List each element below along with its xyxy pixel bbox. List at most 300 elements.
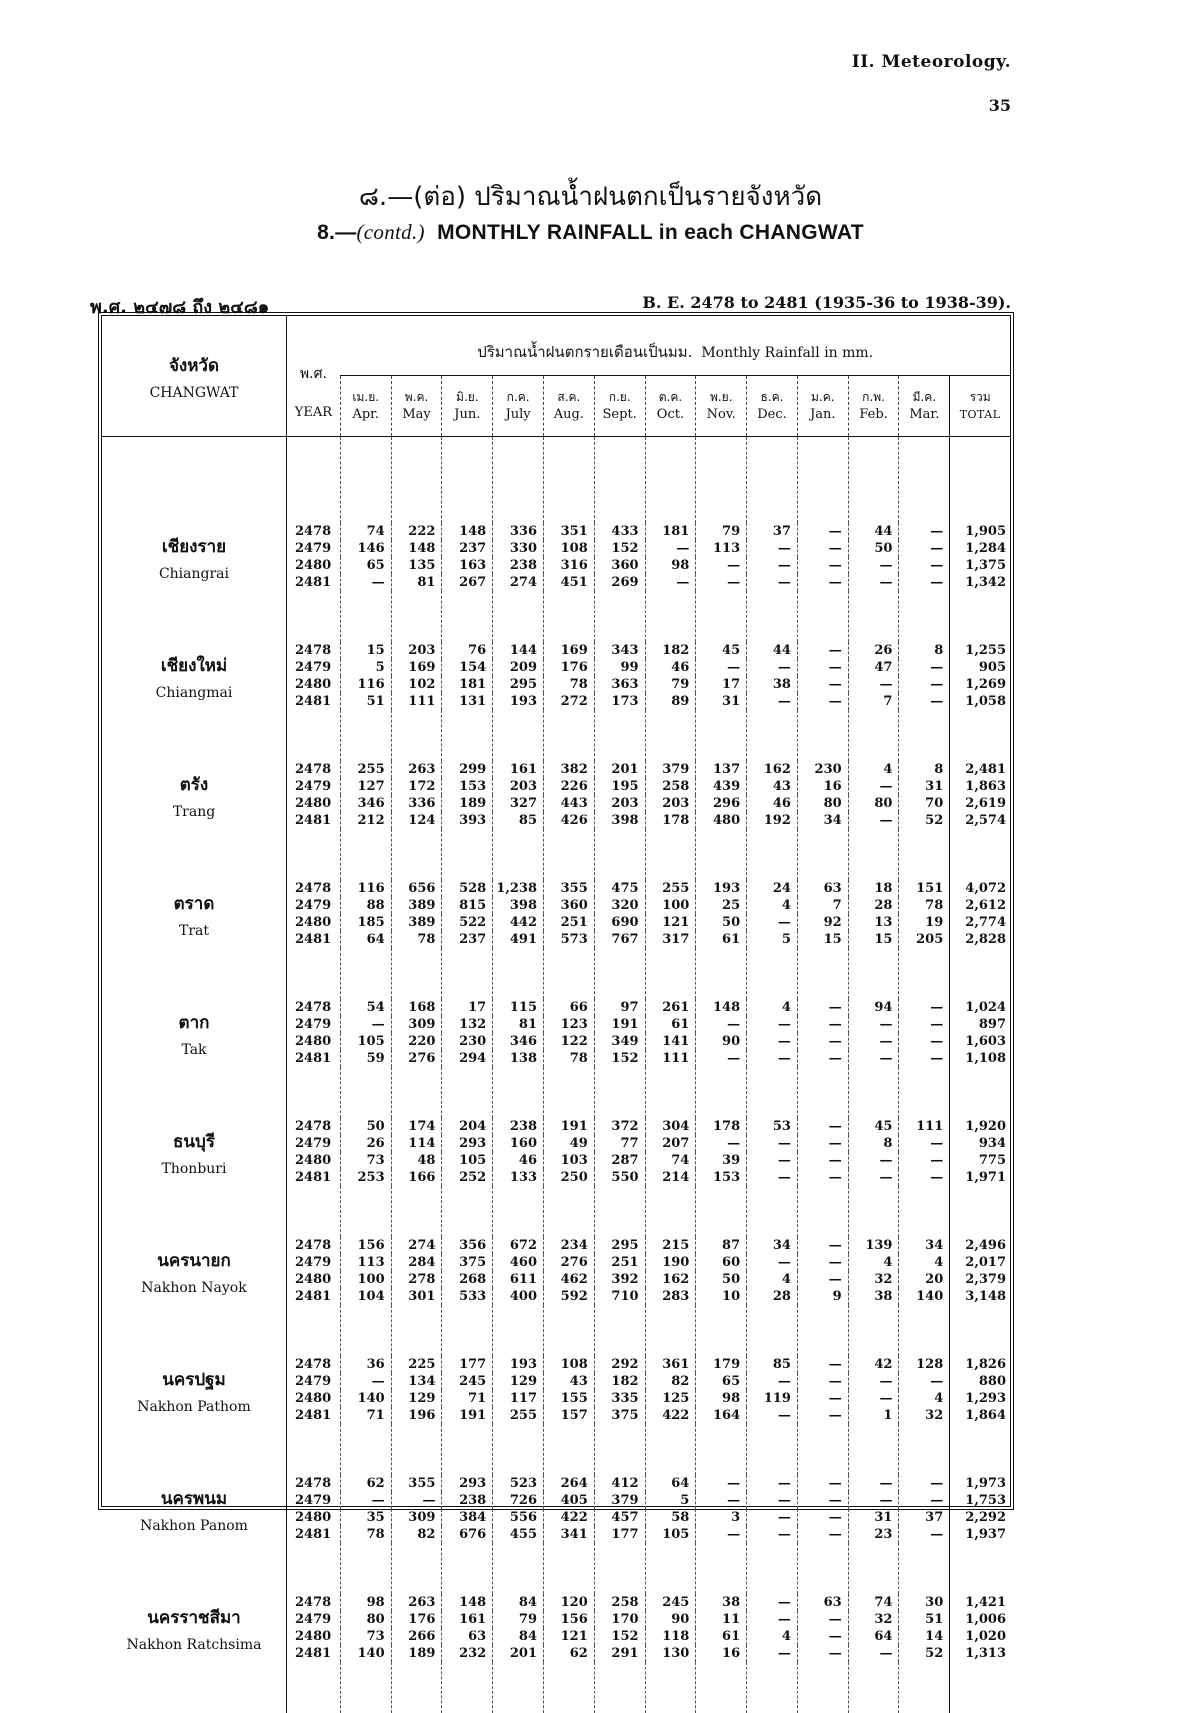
spacer-cell [493,948,544,999]
rainfall-value: 121 [544,1628,595,1645]
spacer-cell [696,1543,747,1594]
rainfall-value: 16 [797,778,848,795]
rainfall-value: 230 [797,761,848,778]
header-month-thai: ธ.ค. [760,389,784,404]
spacer-cell [442,1305,493,1356]
header-month-english: July [505,406,531,422]
rainfall-value: 20 [899,1271,950,1288]
rainfall-value: 37 [899,1509,950,1526]
rainfall-value: 62 [544,1645,595,1662]
spacer-cell [797,1186,848,1237]
spacer-cell [493,1662,544,1713]
spacer-row [102,591,1010,642]
spacer-cell [747,829,798,880]
year-cell: 2479 [286,1373,340,1390]
rainfall-value: 168 [391,999,442,1016]
rainfall-value: 379 [594,1492,645,1509]
total-value: 2,017 [950,1254,1010,1271]
rainfall-value: 676 [442,1526,493,1543]
total-value: 4,072 [950,880,1010,897]
changwat-name-english: Trat [178,922,209,939]
rainfall-value: 8 [848,1135,899,1152]
rainfall-value: 556 [493,1509,544,1526]
table-row [102,999,1010,1016]
rainfall-value: 276 [544,1254,595,1271]
rainfall-value: — [797,1135,848,1152]
spacer-cell [747,591,798,642]
rainfall-value: — [797,1118,848,1135]
year-range-english: B. E. 2478 to 2481 (1935-36 to 1938-39). [642,293,1011,312]
header-month-mar [899,375,950,436]
rainfall-value: 351 [544,523,595,540]
year-cell: 2480 [286,676,340,693]
rainfall-value: 1,238 [493,880,544,897]
rainfall-value: 98 [340,1594,391,1611]
changwat-name-english: Nakhon Pathom [137,1398,251,1415]
spacer-cell [899,1186,950,1237]
rainfall-value: 133 [493,1169,544,1186]
rainfall-value: 267 [442,574,493,591]
rainfall-value: 203 [493,778,544,795]
spacer-cell [747,1424,798,1475]
spacer-cell [286,1186,340,1237]
total-value: 880 [950,1373,1010,1390]
rainfall-value: 169 [544,642,595,659]
rainfall-value: — [696,1050,747,1067]
rainfall-value: — [747,1016,798,1033]
spacer-cell [391,829,442,880]
rainfall-value: 460 [493,1254,544,1271]
year-cell: 2478 [286,999,340,1016]
table-row [102,523,1010,540]
spacer-cell [950,1543,1010,1594]
rainfall-value: — [848,1492,899,1509]
rainfall-value: 295 [594,1237,645,1254]
year-cell: 2480 [286,1628,340,1645]
spacer-cell [340,1067,391,1118]
total-value: 1,603 [950,1033,1010,1050]
rainfall-value: 214 [645,1169,696,1186]
rainfall-value: 276 [391,1050,442,1067]
changwat-cell [102,761,286,829]
spacer-cell [696,591,747,642]
rainfall-value: 7 [797,897,848,914]
total-value: 1,342 [950,574,1010,591]
spacer-cell [848,591,899,642]
rainfall-value: 178 [696,1118,747,1135]
spacer-cell [645,591,696,642]
rainfall-value: 152 [594,1628,645,1645]
rainfall-value: 134 [391,1373,442,1390]
rainfall-value: 251 [544,914,595,931]
rainfall-value: 451 [544,574,595,591]
rainfall-value: 250 [544,1169,595,1186]
rainfall-value: 100 [645,897,696,914]
rainfall-value: — [797,1475,848,1492]
rainfall-value: 335 [594,1390,645,1407]
rainfall-value: 92 [797,914,848,931]
rainfall-value: 120 [544,1594,595,1611]
total-value: 2,481 [950,761,1010,778]
rainfall-value: 117 [493,1390,544,1407]
rainfall-value: 74 [848,1594,899,1611]
spacer-cell [797,1543,848,1594]
total-value: 2,612 [950,897,1010,914]
rainfall-value: 209 [493,659,544,676]
spacer-cell [594,1424,645,1475]
rainfall-value: 201 [594,761,645,778]
total-value: 2,774 [950,914,1010,931]
spacer-cell [340,1662,391,1713]
total-value: 1,293 [950,1390,1010,1407]
rainfall-value: — [848,574,899,591]
rainfall-value: — [797,1526,848,1543]
rainfall-value: 73 [340,1628,391,1645]
rainfall-value: — [797,1628,848,1645]
spacer-cell [493,1186,544,1237]
rainfall-value: 162 [747,761,798,778]
rainfall-value: 114 [391,1135,442,1152]
rainfall-value: 455 [493,1526,544,1543]
year-cell: 2480 [286,1271,340,1288]
changwat-name-english: Nakhon Ratchsima [126,1636,262,1653]
rainfall-value: 179 [696,1356,747,1373]
rainfall-value: 181 [645,523,696,540]
changwat-name-thai: เชียงราย [161,536,227,557]
spacer-cell [797,829,848,880]
rainfall-value: 97 [594,999,645,1016]
spacer-cell [493,1424,544,1475]
rainfall-value: 153 [696,1169,747,1186]
rainfall-value: 82 [391,1526,442,1543]
rainfall-value: — [747,1645,798,1662]
rainfall-value: — [848,676,899,693]
rainfall-value: 336 [391,795,442,812]
rainfall-value: 611 [493,1271,544,1288]
rainfall-value: — [899,1169,950,1186]
rainfall-value: 189 [442,795,493,812]
spacer-cell [493,1305,544,1356]
rainfall-value: — [797,557,848,574]
year-cell: 2480 [286,1033,340,1050]
spacer-cell [950,1067,1010,1118]
rainfall-value: 137 [696,761,747,778]
spacer-cell [286,948,340,999]
changwat-name-english: Nakhon Nayok [141,1279,247,1296]
rainfall-value: 4 [848,1254,899,1271]
rainfall-value: 128 [899,1356,950,1373]
rainfall-value: 178 [645,812,696,829]
total-value: 1,973 [950,1475,1010,1492]
rainfall-value: — [696,1475,747,1492]
spacer-cell [391,1186,442,1237]
rainfall-value: 5 [645,1492,696,1509]
rainfall-value: 152 [594,540,645,557]
spacer-cell [594,1067,645,1118]
rainfall-value: 78 [899,897,950,914]
rainfall-value: 278 [391,1271,442,1288]
rainfall-value: 105 [340,1033,391,1050]
total-value: 934 [950,1135,1010,1152]
spacer-cell [696,829,747,880]
rainfall-value: 63 [442,1628,493,1645]
rainfall-value: — [747,540,798,557]
rainfall-value: 87 [696,1237,747,1254]
spacer-cell [493,437,544,524]
header-year [286,316,340,437]
header-month-thai: พ.ย. [709,389,733,404]
spacer-cell [493,591,544,642]
spacer-cell [391,1543,442,1594]
header-month-thai: ส.ค. [557,389,581,404]
rainfall-value: 90 [645,1611,696,1628]
rainfall-value: 85 [747,1356,798,1373]
rainfall-value: 182 [594,1373,645,1390]
spacer-cell [544,1186,595,1237]
rainfall-value: 28 [848,897,899,914]
rainfall-value: 113 [340,1254,391,1271]
year-cell: 2479 [286,659,340,676]
rainfall-value: 47 [848,659,899,676]
rainfall-value: 113 [696,540,747,557]
rainfall-value: 442 [493,914,544,931]
rainfall-value: — [797,1373,848,1390]
rainfall-value: 111 [899,1118,950,1135]
rainfall-value: 234 [544,1237,595,1254]
year-cell: 2481 [286,1050,340,1067]
rainfall-value: — [848,812,899,829]
rainfall-value: — [645,574,696,591]
rainfall-value: — [899,1492,950,1509]
rainfall-value: 127 [340,778,391,795]
header-month-jun [442,375,493,436]
rainfall-value: 176 [544,659,595,676]
table-row [102,1118,1010,1135]
spacer-cell [340,437,391,524]
header-month-english: Sept. [602,406,637,422]
rainfall-value: — [899,557,950,574]
rainfall-value: — [747,914,798,931]
rainfall-value: 31 [899,778,950,795]
rainfall-value: 43 [544,1373,595,1390]
changwat-name-thai: นครปฐม [162,1369,226,1390]
rainfall-value: 61 [696,1628,747,1645]
header-month-thai: มี.ค. [912,389,937,404]
spacer-cell [747,1662,798,1713]
spacer-cell [747,948,798,999]
rainfall-value: 71 [442,1390,493,1407]
spacer-cell [442,1424,493,1475]
rainfall-value: 32 [848,1611,899,1628]
rainfall-value: 46 [747,795,798,812]
spacer-cell [442,1186,493,1237]
rainfall-value: 90 [696,1033,747,1050]
rainfall-value: 65 [340,557,391,574]
total-value: 1,313 [950,1645,1010,1662]
rainfall-value: — [747,1475,798,1492]
rainfall-value: 24 [747,880,798,897]
spacer-cell [544,1662,595,1713]
year-cell: 2481 [286,1645,340,1662]
spacer-cell [391,591,442,642]
rainfall-value: 269 [594,574,645,591]
header-month-thai: พ.ค. [404,389,429,404]
header-changwat-english: CHANGWAT [149,384,239,401]
rainfall-value: 122 [544,1033,595,1050]
rainfall-value: — [848,1016,899,1033]
rainfall-value: 726 [493,1492,544,1509]
rainfall-value: 261 [645,999,696,1016]
header-month-dec [747,375,798,436]
rainfall-value: — [848,1390,899,1407]
rainfall-value: 177 [442,1356,493,1373]
rainfall-value: 341 [544,1526,595,1543]
rainfall-value: 237 [442,931,493,948]
header-month-thai: ม.ค. [811,389,835,404]
changwat-cell [102,1356,286,1424]
rainfall-value: 84 [493,1594,544,1611]
spacer-cell [645,948,696,999]
rainfall-value: — [747,1135,798,1152]
year-cell: 2478 [286,523,340,540]
spacer-cell [696,1424,747,1475]
rainfall-value: 4 [747,1628,798,1645]
rainfall-value: 30 [899,1594,950,1611]
rainfall-value: — [797,1356,848,1373]
rainfall-value: 193 [493,693,544,710]
rainfall-value: 8 [899,642,950,659]
rainfall-value: 363 [594,676,645,693]
header-month-english: Feb. [859,406,888,422]
rainfall-value: 346 [340,795,391,812]
rainfall-value: 205 [899,931,950,948]
spacer-row [102,437,1010,524]
rainfall-value: — [797,540,848,557]
rainfall-value: 360 [594,557,645,574]
rainfall-value: 19 [899,914,950,931]
rainfall-value: 393 [442,812,493,829]
rainfall-value: 193 [493,1356,544,1373]
spacer-cell [594,948,645,999]
spacer-cell [286,710,340,761]
spacer-cell [102,437,286,524]
spacer-cell [544,591,595,642]
rainfall-value: 129 [391,1390,442,1407]
rainfall-value: 190 [645,1254,696,1271]
rainfall-value: 14 [899,1628,950,1645]
header-month-thai: มิ.ย. [456,389,479,404]
rainfall-value: — [696,1016,747,1033]
rainfall-value: 372 [594,1118,645,1135]
rainfall-value: — [747,574,798,591]
changwat-name-english: Chiangmai [155,684,233,701]
spacer-cell [102,829,286,880]
rainfall-value: 176 [391,1611,442,1628]
spacer-cell [286,437,340,524]
rainfall-value: 115 [493,999,544,1016]
rainfall-value: 201 [493,1645,544,1662]
rainfall-value: — [797,1509,848,1526]
changwat-name-thai: เชียงใหม่ [160,655,228,676]
rainfall-value: — [797,999,848,1016]
rainfall-value: 379 [645,761,696,778]
rainfall-value: 148 [442,1594,493,1611]
rainfall-value: 50 [696,914,747,931]
spacer-cell [899,1662,950,1713]
spacer-cell [950,1186,1010,1237]
spacer-cell [747,710,798,761]
rainfall-value: — [797,1050,848,1067]
changwat-name-english: Nakhon Panom [140,1517,248,1534]
year-cell: 2480 [286,1390,340,1407]
rainfall-value: 79 [493,1611,544,1628]
total-value: 1,269 [950,676,1010,693]
changwat-cell [102,880,286,948]
rainfall-value: 253 [340,1169,391,1186]
spacer-cell [286,1424,340,1475]
header-month-apr [340,375,391,436]
section-heading: II. Meteorology. [851,52,1011,72]
total-value: 3,148 [950,1288,1010,1305]
rainfall-value: 141 [645,1033,696,1050]
rainfall-value: 316 [544,557,595,574]
header-month-sept [594,375,645,436]
spacer-cell [544,437,595,524]
spacer-cell [899,710,950,761]
rainfall-value: 10 [696,1288,747,1305]
rainfall-value: 154 [442,659,493,676]
spacer-cell [696,1186,747,1237]
rainfall-value: 284 [391,1254,442,1271]
spacer-cell [696,710,747,761]
rainfall-value: 124 [391,812,442,829]
rainfall-value: 34 [899,1237,950,1254]
spacer-cell [594,1186,645,1237]
year-cell: 2478 [286,1356,340,1373]
title-thai: ๘.—(ต่อ) ปริมาณน้ำฝนตกเป็นรายจังหวัด [358,182,823,212]
rainfall-value: — [899,999,950,1016]
rainfall-value: — [747,1526,798,1543]
header-month-english: Mar. [909,406,940,422]
rainfall-value: — [797,1407,848,1424]
table-row [102,1475,1010,1492]
spacer-cell [797,1662,848,1713]
rainfall-value: 102 [391,676,442,693]
year-cell: 2481 [286,1288,340,1305]
rainfall-value: 226 [544,778,595,795]
rainfall-value: 51 [340,693,391,710]
rainfall-value: — [747,1169,798,1186]
rainfall-value: 592 [544,1288,595,1305]
rainfall-value: 258 [594,1594,645,1611]
rainfall-value: 45 [696,642,747,659]
header-group-english: Monthly Rainfall in mm. [701,344,874,361]
rainfall-value: 15 [848,931,899,948]
changwat-name-english: Trang [172,803,216,820]
rainfall-value: 690 [594,914,645,931]
rainfall-value: 255 [645,880,696,897]
changwat-cell [102,1237,286,1305]
rainfall-value: 672 [493,1237,544,1254]
spacer-cell [102,1662,286,1713]
rainfall-value: 475 [594,880,645,897]
rainfall-value: 111 [391,693,442,710]
rainfall-value: 71 [340,1407,391,1424]
rainfall-value: 767 [594,931,645,948]
total-value: 2,619 [950,795,1010,812]
spacer-cell [493,829,544,880]
rainfall-value: 317 [645,931,696,948]
